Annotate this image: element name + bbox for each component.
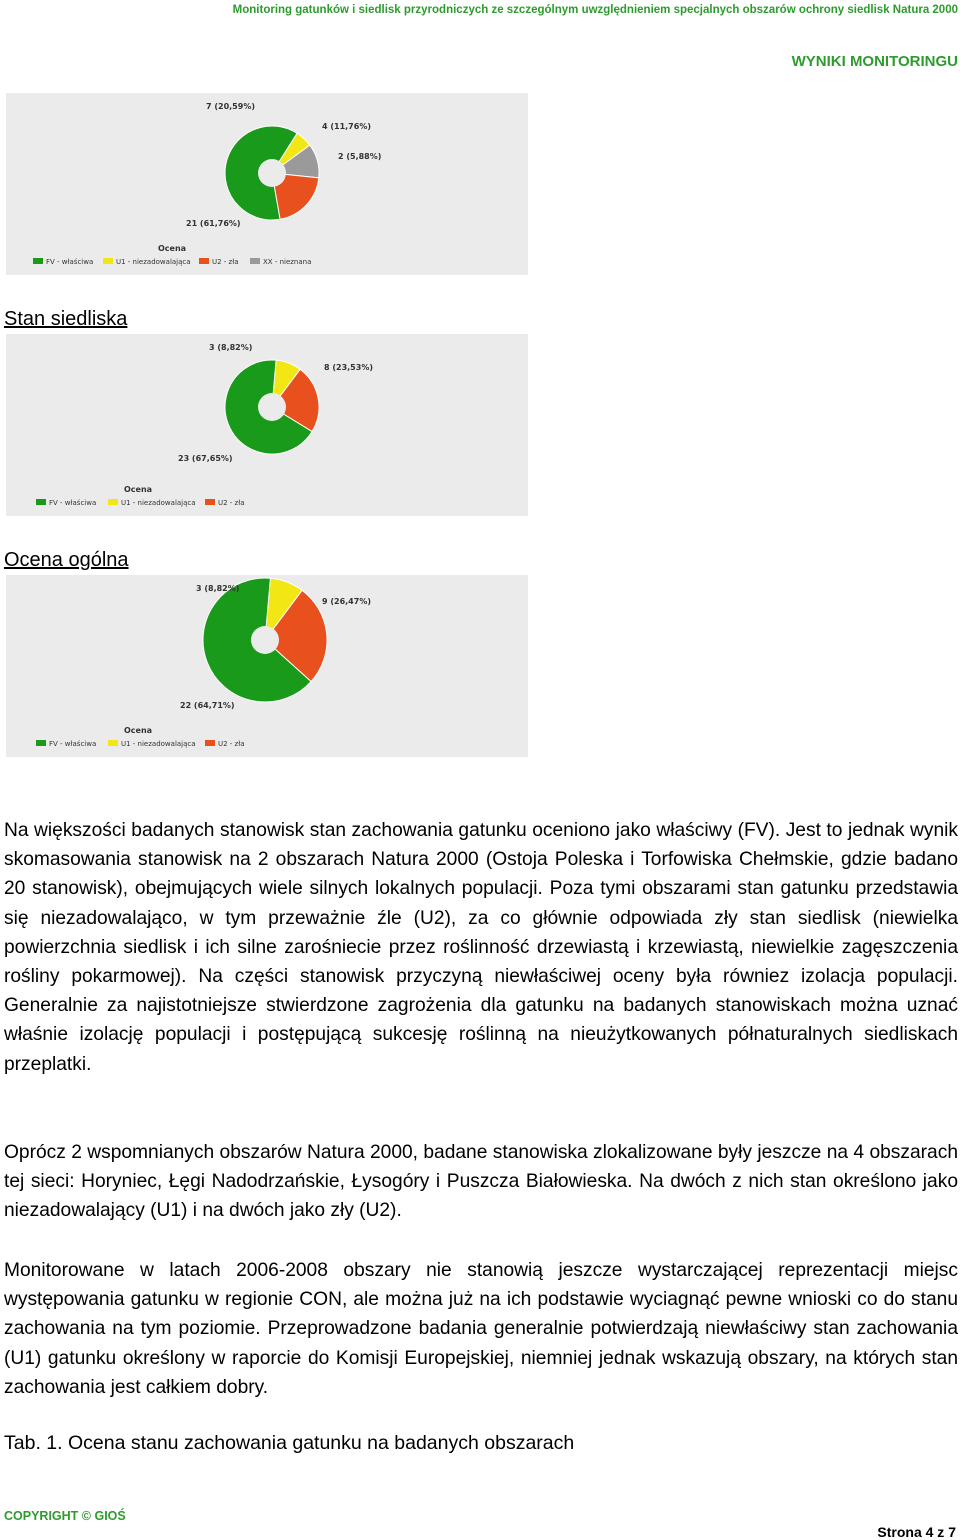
data-label: 4 (11,76%) <box>322 122 371 131</box>
legend-swatch-fv <box>36 740 46 746</box>
legend-swatch-u2 <box>205 499 215 505</box>
donut-hole <box>251 626 279 654</box>
legend-label: FV - właściwa <box>49 499 97 507</box>
legend-swatch-u2 <box>199 258 209 264</box>
legend-label: FV - właściwa <box>49 740 97 748</box>
data-label: 3 (8,82%) <box>196 584 240 593</box>
pie-chart-svg <box>6 334 528 516</box>
legend-title: Ocena <box>124 726 153 735</box>
legend-swatch-fv <box>33 258 43 264</box>
legend-label: FV - właściwa <box>46 258 94 266</box>
pie-chart-habitat <box>6 334 528 516</box>
legend-label: XX - nieznana <box>263 258 312 266</box>
data-label: 3 (8,82%) <box>209 343 253 352</box>
table-caption: Tab. 1. Ocena stanu zachowania gatunku na badanych obszarach <box>4 1432 575 1454</box>
pie-chart-svg <box>6 575 528 757</box>
donut-hole <box>258 159 286 187</box>
legend-label: U2 - zła <box>218 499 245 507</box>
legend-swatch-u1 <box>103 258 113 264</box>
data-label: 21 (61,76%) <box>186 219 241 228</box>
legend-label: U2 - zła <box>218 740 245 748</box>
legend-label: U2 - zła <box>212 258 239 266</box>
legend-label: U1 - niezadowalająca <box>116 258 191 266</box>
legend-swatch-u1 <box>108 499 118 505</box>
legend-title: Ocena <box>124 485 153 494</box>
data-label: 8 (23,53%) <box>324 363 373 372</box>
footer-copyright: COPYRIGHT © GIOŚ <box>4 1509 126 1523</box>
legend-label: U1 - niezadowalająca <box>121 740 196 748</box>
legend-swatch-u2 <box>205 740 215 746</box>
data-label: 22 (64,71%) <box>180 701 235 710</box>
body-paragraph: Na większości badanych stanowisk stan zachowania gatunku oceniono jako właściwy (FV). Jest to jednak wynik skomasowania stanowisk na 2 obszarach Natura 2000 (Ostoja Poleska i Torfowiska Chełmskie, gdzie badano 20 stanowisk), obejmujących wiele silnych lokalnych populacji. Poza tymi obszarami stan gatunku przedstawia się niezadowalająco, w tym przeważnie źle (U2), za co głównie odpowiada zły stan siedlisk (niewielka powierzchnia siedlisk i ich silne zarośniecie przez roślinność drzewiastą i krzewiastą, niewielkie zagęszczenia rośliny pokarmowej). Na części stanowisk przyczyną niewłaściwej oceny była równiez izolacja populacji. Generalnie za najistotniejsze stwierdzone zagrożenia dla gatunku na badanych stanowiskach można uznać właśnie izolację populacji i postępującą sukcesję roślinną na nieużytkowanych półnaturalnych siedliskach przeplatki. <box>4 820 958 1075</box>
data-label: 7 (20,59%) <box>206 102 255 111</box>
legend-label: U1 - niezadowalająca <box>121 499 196 507</box>
section-habitat-heading: Stan siedliska <box>4 308 128 330</box>
pie-chart-population <box>6 93 528 275</box>
legend-swatch-xx <box>250 258 260 264</box>
footer-page-number: Strona 4 z 7 <box>877 1524 956 1540</box>
donut-hole <box>258 393 286 421</box>
body-paragraph: Monitorowane w latach 2006-2008 obszary nie stanowią jeszcze wystarczającej reprezentacji miejsc występowania gatunku w regionie CON, ale można już na ich podstawie wyciagnąć pewne wnioski co do stanu zachowania na tym poziomie. Przeprowadzone badania generalnie potwierdzają niewłaściwy stan zachowania (U1) gatunku określony w raporcie do Komisji Europejskiej, niemniej jednak wskazują obszary, na których stan zachowania jest całkiem dobry. <box>4 1260 958 1398</box>
pie-chart-svg <box>6 93 528 275</box>
legend-title: Ocena <box>158 244 187 253</box>
pie-chart-overall <box>6 575 528 757</box>
section-title: WYNIKI MONITORINGU <box>791 53 958 70</box>
document-title: Monitoring gatunków i siedlisk przyrodniczych ze szczególnym uwzględnieniem specjalnych obszarów ochrony siedlisk Natura 2000 <box>232 4 958 16</box>
body-paragraph: Oprócz 2 wspomnianych obszarów Natura 2000, badane stanowiska zlokalizowane były jeszcze na 4 obszarach tej sieci: Horyniec, Łęgi Nadodrzańskie, Łysogóry i Puszcza Białowieska. Na dwóch z nich stan określono jako niezadowalający (U1) i na dwóch jako zły (U2). <box>4 1142 958 1222</box>
section-overall-heading: Ocena ogólna <box>4 549 129 571</box>
legend-swatch-u1 <box>108 740 118 746</box>
legend-swatch-fv <box>36 499 46 505</box>
data-label: 9 (26,47%) <box>322 597 371 606</box>
data-label: 2 (5,88%) <box>338 152 382 161</box>
data-label: 23 (67,65%) <box>178 454 233 463</box>
